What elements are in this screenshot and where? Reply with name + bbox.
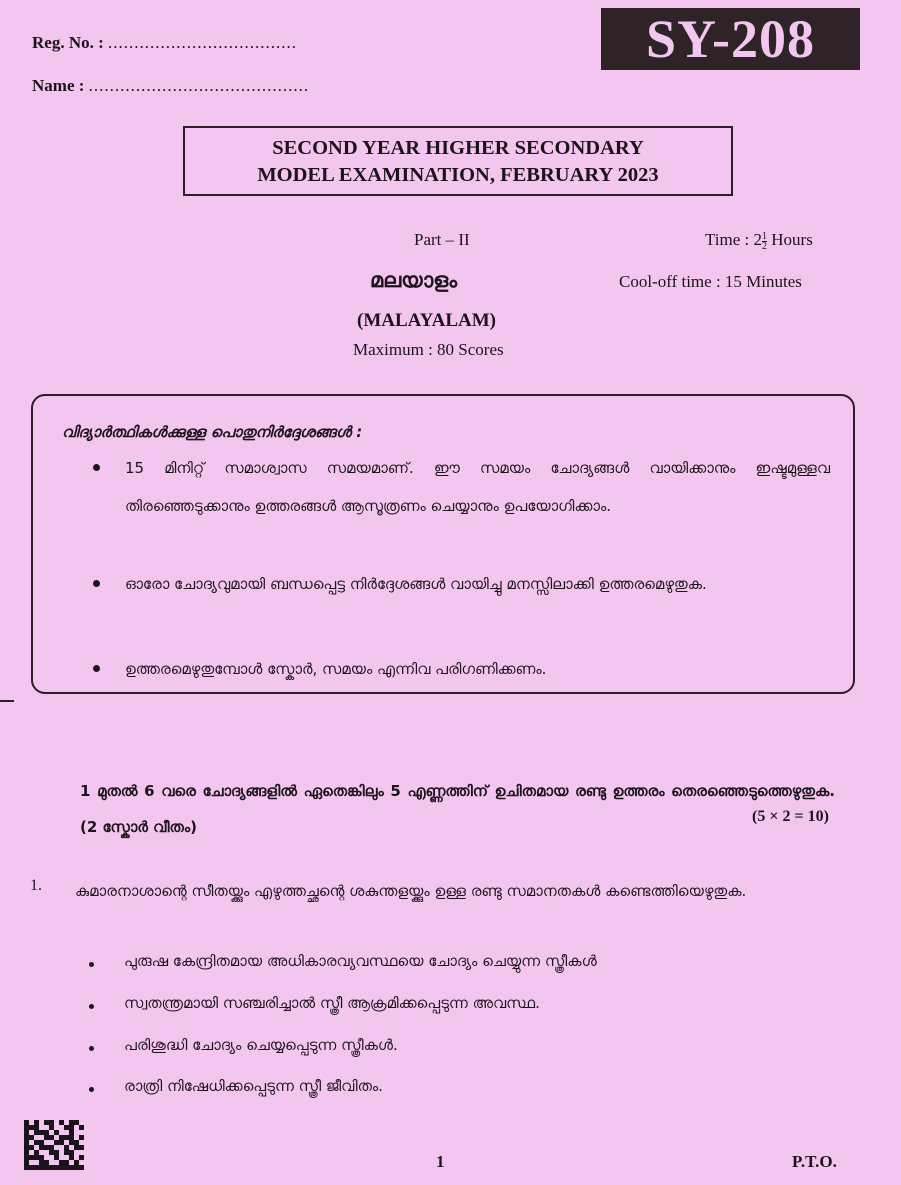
exam-title-line1: SECOND YEAR HIGHER SECONDARY bbox=[272, 137, 644, 159]
bullet-icon bbox=[93, 580, 100, 587]
subject-malayalam: മലയാളം bbox=[370, 268, 458, 292]
bullet-icon bbox=[89, 1087, 94, 1092]
part-label: Part – II bbox=[414, 230, 470, 249]
bullet-icon bbox=[93, 464, 100, 471]
datamatrix-code-icon bbox=[24, 1119, 84, 1171]
margin-mark bbox=[0, 700, 14, 702]
name-blank: .......................................... bbox=[88, 76, 310, 95]
instruction-item-1: 15 മിനിറ്റ് സമാശ്വാസ സമയമാണ്. ഈ സമയം ചോദ്യങ്ങൾ വായിക്കാനും ഇഷ്ടമുള്ളവ തിരഞ്ഞെടുക്കാനും ഉത്തരങ്ങൾ ആസൂത്രണം ചെയ്യാനും ഉപയോഗിക്കാം. bbox=[125, 459, 830, 515]
option-2: സ്വതന്ത്രമായി സഞ്ചരിച്ചാൽ സ്ത്രീ ആക്രമിക്കപ്പെടുന്ന അവസ്ഥ. bbox=[124, 994, 540, 1012]
pto-label: P.T.O. bbox=[792, 1152, 837, 1171]
exam-title-box bbox=[183, 126, 733, 196]
page-number: 1 bbox=[436, 1152, 445, 1171]
bullet-icon bbox=[89, 1046, 94, 1051]
paper-code: SY-208 bbox=[601, 8, 860, 70]
option-1: പുരുഷ കേന്ദ്രിതമായ അധികാരവ്യവസ്ഥയെ ചോദ്യം ചെയ്യുന്ന സ്ത്രീകൾ bbox=[124, 952, 597, 970]
instructions-heading: വിദ്യാർത്ഥികൾക്കുള്ള പൊതുനിർദ്ദേശങ്ങൾ : bbox=[62, 423, 363, 441]
instruction-item-2: ഓരോ ചോദ്യവുമായി ബന്ധപ്പെട്ട നിർദ്ദേശങ്ങൾ വായിച്ചു മനസ്സിലാക്കി ഉത്തരമെഴുതുക. bbox=[125, 575, 707, 593]
section-instruction: 1 മുതൽ 6 വരെ ചോദ്യങ്ങളിൽ ഏതെങ്കിലും 5 എണ്ണത്തിന് ഉചിതമായ രണ്ടു ഉത്തരം തെരഞ്ഞെടുത്തെഴുതുക. (2 സ്കോർ വീതം) bbox=[80, 782, 835, 836]
option-4: രാത്രി നിഷേധിക്കപ്പെടുന്ന സ്ത്രീ ജീവിതം. bbox=[124, 1077, 383, 1095]
time-fraction: $\frac{1}{2}$ bbox=[762, 230, 768, 252]
question-text: കുമാരനാശാന്റെ സീതയ്ക്കും എഴുത്തച്ഛന്റെ ശകുന്തളയ്ക്കും ഉള്ള രണ്ടു സമാനതകൾ കണ്ടെത്തിയെഴുതുക. bbox=[75, 882, 747, 900]
instruction-item-3: ഉത്തരമെഴുതുമ്പോൾ സ്കോർ, സമയം എന്നിവ പരിഗണിക്കണം. bbox=[125, 660, 547, 678]
reg-no-label: Reg. No. : .................................... bbox=[32, 33, 298, 52]
option-3: പരിശുദ്ധി ചോദ്യം ചെയ്യപ്പെടുന്ന സ്ത്രീകൾ. bbox=[124, 1036, 398, 1054]
section-score: (5 × 2 = 10) bbox=[752, 808, 829, 825]
cool-off-time: Cool-off time : 15 Minutes bbox=[619, 272, 802, 291]
subject-english: (MALAYALAM) bbox=[357, 310, 496, 331]
exam-title-line2: MODEL EXAMINATION, FEBRUARY 2023 bbox=[257, 164, 659, 186]
maximum-scores: Maximum : 80 Scores bbox=[353, 340, 504, 359]
name-label: Name : .......................................... bbox=[32, 76, 310, 95]
bullet-icon bbox=[93, 665, 100, 672]
bullet-icon bbox=[89, 962, 94, 967]
question-number: 1. bbox=[30, 877, 42, 894]
reg-no-blank: .................................... bbox=[108, 33, 298, 52]
bullet-icon bbox=[89, 1004, 94, 1009]
time-label: Time : 2 $\frac{1}{2}$ Hours bbox=[705, 230, 813, 252]
